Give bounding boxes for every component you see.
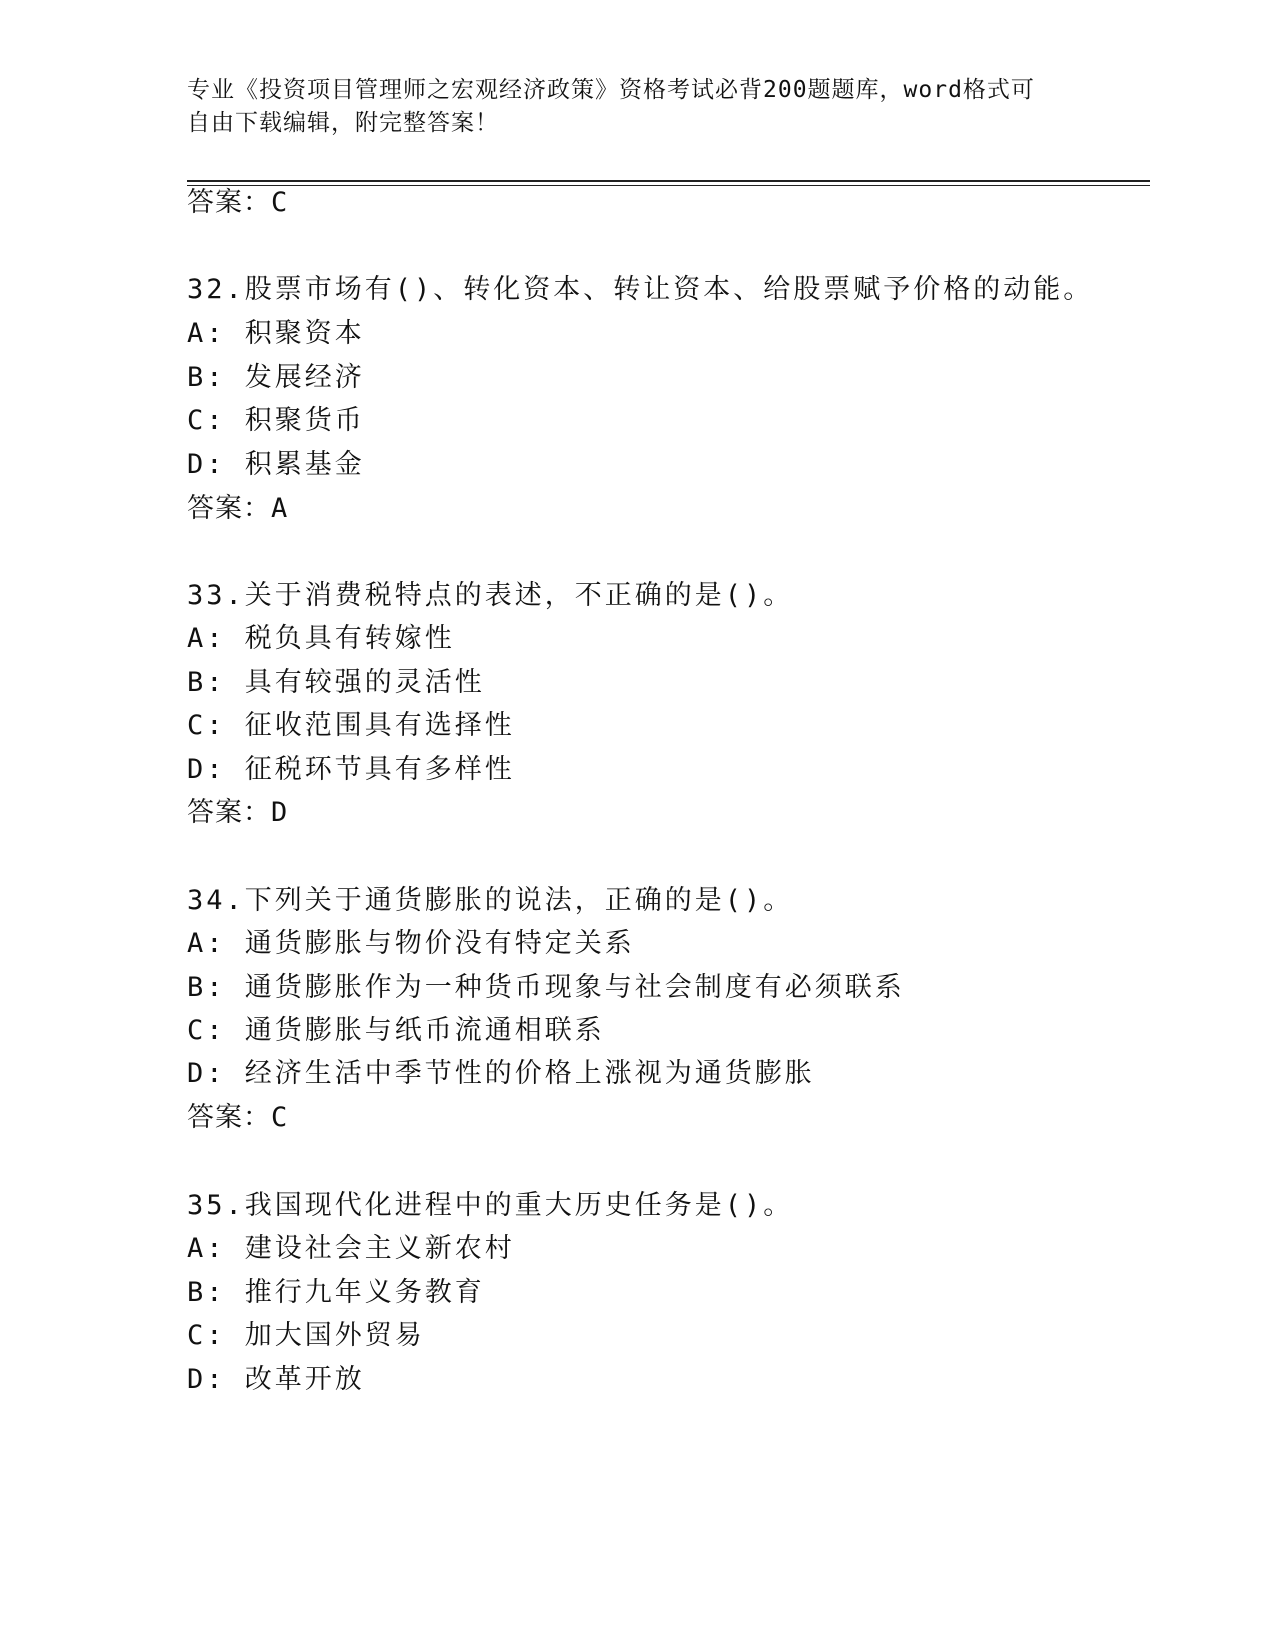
answer-31: 答案：C [187,187,289,218]
question-34-option-d: D: 经济生活中季节性的价格上涨视为通货膨胀 [187,1058,815,1089]
document-header [187,74,1067,140]
question-35-stem: 35.我国现代化进程中的重大历史任务是()。 [187,1190,794,1221]
header-rule-thick [187,180,1150,182]
question-32-option-d: D: 积累基金 [187,449,365,480]
question-32-answer: 答案：A [187,493,289,524]
question-33-option-c: C: 征收范围具有选择性 [187,710,515,741]
question-32-option-b: B: 发展经济 [187,362,365,393]
question-34-option-c: C: 通货膨胀与纸币流通相联系 [187,1015,605,1046]
question-34-option-a: A: 通货膨胀与物价没有特定关系 [187,928,635,959]
question-33-stem: 33.关于消费税特点的表述，不正确的是()。 [187,580,794,611]
question-35-option-c: C: 加大国外贸易 [187,1320,425,1351]
question-32-option-a: A: 积聚资本 [187,318,365,349]
header-line-1: 专业《投资项目管理师之宏观经济政策》资格考试必背200题题库，word格式可 [187,77,1035,103]
question-34-option-b: B: 通货膨胀作为一种货币现象与社会制度有必须联系 [187,972,905,1003]
header-rule-thin [187,185,1150,186]
question-33-answer: 答案：D [187,797,289,828]
question-35-option-a: A: 建设社会主义新农村 [187,1233,515,1264]
question-35-option-b: B: 推行九年义务教育 [187,1277,485,1308]
question-32-stem: 32.股票市场有()、转化资本、转让资本、给股票赋予价格的动能。 [187,274,1094,305]
header-line-2: 自由下载编辑，附完整答案！ [187,110,499,136]
question-34-answer: 答案：C [187,1102,289,1133]
question-33-option-d: D: 征税环节具有多样性 [187,754,515,785]
question-33-option-b: B: 具有较强的灵活性 [187,667,485,698]
question-33-option-a: A: 税负具有转嫁性 [187,623,455,654]
question-32-option-c: C: 积聚货币 [187,405,365,436]
question-35-option-d: D: 改革开放 [187,1364,365,1395]
question-34-stem: 34.下列关于通货膨胀的说法，正确的是()。 [187,885,794,916]
